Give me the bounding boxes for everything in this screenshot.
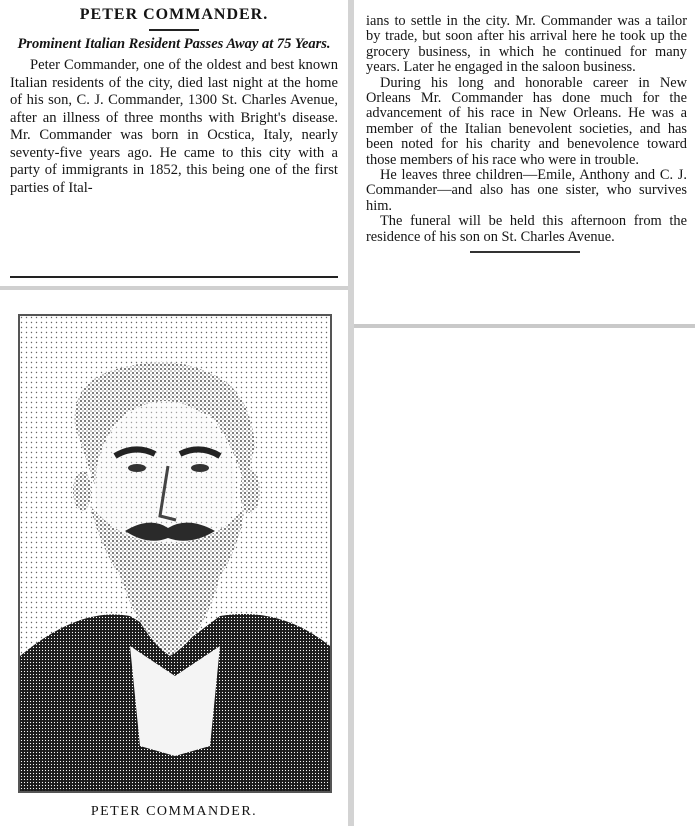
portrait-panel bbox=[0, 290, 348, 826]
article-right-column bbox=[354, 0, 695, 325]
portrait-engraving bbox=[20, 316, 330, 791]
column-end-rule bbox=[10, 276, 338, 278]
portrait-caption: PETER COMMANDER. bbox=[90, 804, 258, 819]
article-paragraph-4: He leaves three children—Emile, Anthony and C. J. Commander—and also has one sister, who survives him. bbox=[366, 167, 687, 214]
article-left-column bbox=[0, 0, 348, 286]
subheadline: Prominent Italian Resident Passes Away at 75 Years. bbox=[17, 36, 331, 52]
headline: PETER COMMANDER. bbox=[79, 6, 269, 23]
article-paragraph-5: The funeral will be held this afternoon from the residence of his son on St. Charles Avenue. bbox=[366, 213, 687, 245]
article-end-rule bbox=[470, 251, 580, 253]
portrait-image bbox=[18, 314, 332, 793]
headline-rule bbox=[149, 29, 199, 31]
article-paragraph-1: Peter Commander, one of the oldest and best known Italian residents of the city, died last night at the home of his son, C. J. Commander, 1300 St. Charles Avenue, after an illness of three months with Bright's disease. Mr. Commander was born in Ocstica, Italy, nearly seventy-five years ago. He came to this city with a party of immigrants in 1852, this being one of the first parties of Ital- bbox=[10, 57, 338, 196]
empty-area bbox=[354, 328, 695, 826]
article-paragraph-2: ians to settle in the city. Mr. Commander was a tailor by trade, but soon after his arrival here he took up the grocery business, in which he continued for many years. Later he engaged in the saloon business. bbox=[366, 13, 687, 76]
article-paragraph-3: During his long and honorable career in New Orleans Mr. Commander has done much for the advancement of his race in New Orleans. He was a member of the Italian benevolent societies, and has been noted for his charity and benevolence toward those members of his race who were in trouble. bbox=[366, 74, 687, 168]
